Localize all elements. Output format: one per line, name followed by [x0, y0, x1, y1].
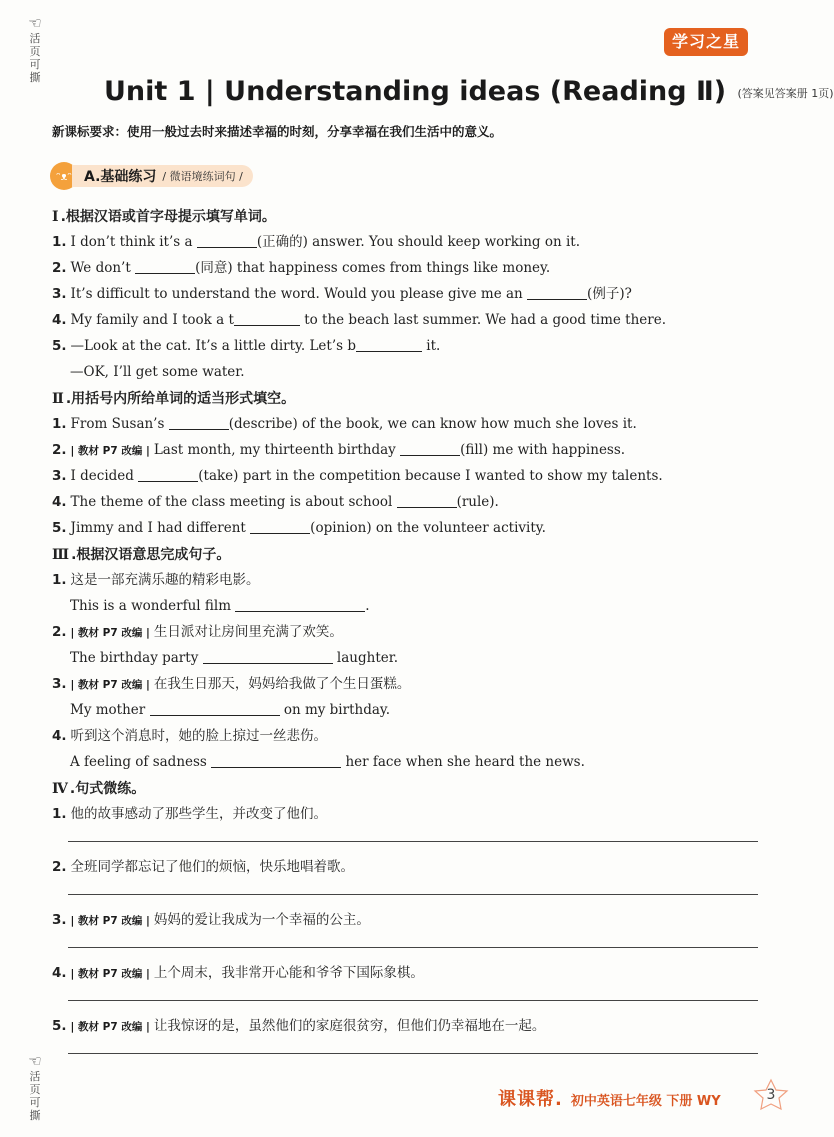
blank[interactable] [211, 752, 341, 768]
blank[interactable] [527, 284, 587, 300]
question: 4. My family and I took a t to the beach last summer. We had a good time there. [52, 312, 667, 328]
tear-off-label-bottom [22, 1052, 48, 1122]
section-a-subtitle: / 微语境练词句 / [162, 170, 243, 183]
footer-brand [498, 1085, 721, 1111]
question: 3. I decided (take) part in the competition because I wanted to show my talents. [52, 468, 663, 484]
tear-char: 活 [29, 1070, 41, 1083]
title-note: (答案见答案册 1页) [737, 86, 834, 100]
question: 4. 听到这个消息时，她的脸上掠过一丝悲伤。 [52, 728, 328, 744]
textbook-tag: | 教材 P7 改编 | [70, 627, 150, 639]
answer-line[interactable] [68, 894, 758, 895]
section-a-header [50, 162, 253, 190]
part4-heading: Ⅳ .句式微练。 [52, 781, 146, 797]
tear-char: 页 [29, 1083, 41, 1096]
tear-char: 撕 [29, 71, 41, 84]
blank[interactable] [234, 310, 300, 326]
question: 1. From Susan’s (describe) of the book, we can know how much she loves it. [52, 416, 637, 432]
curriculum-standard: 新课标要求：使用一般过去时来描述幸福的时刻，分享幸福在我们生活中的意义。 [52, 124, 503, 139]
textbook-tag: | 教材 P7 改编 | [70, 445, 150, 457]
page-title [104, 76, 834, 107]
blank[interactable] [250, 518, 310, 534]
tear-char: 活 [29, 32, 41, 45]
part3-heading: Ⅲ .根据汉语意思完成句子。 [52, 547, 231, 563]
question: 1. 他的故事感动了那些学生，并改变了他们。 [52, 806, 328, 822]
question: 2. | 教材 P7 改编 | 生日派对让房间里充满了欢笑。 [52, 624, 343, 640]
page-number: 3 [752, 1078, 790, 1112]
question-sentence: The birthday party laughter. [70, 650, 398, 666]
tear-char: 页 [29, 45, 41, 58]
tear-char: 撕 [29, 1109, 41, 1122]
blank[interactable] [135, 258, 195, 274]
footer-book-info: 初中英语七年级 下册 WY [570, 1094, 721, 1109]
section-a-title: A.基础练习 [84, 169, 157, 185]
exercise-content [52, 203, 752, 1066]
question: 3. | 教材 P7 改编 | 在我生日那天，妈妈给我做了个生日蛋糕。 [52, 676, 411, 692]
question: 5. | 教材 P7 改编 | 让我惊讶的是，虽然他们的家庭很贫穷，但他们仍幸福地在一起。 [52, 1018, 546, 1034]
question-reply: —OK, I’ll get some water. [70, 364, 245, 380]
question: 2. 全班同学都忘记了他们的烦恼，快乐地唱着歌。 [52, 859, 355, 875]
hand-icon: ☜ [28, 1052, 42, 1070]
question: 5. —Look at the cat. It’s a little dirty. Let’s b it. [52, 338, 441, 354]
question-sentence: This is a wonderful film . [70, 598, 370, 614]
textbook-tag: | 教材 P7 改编 | [70, 679, 150, 691]
section-a-pill [72, 165, 253, 187]
question: 4. | 教材 P7 改编 | 上个周末，我非常开心能和爷爷下国际象棋。 [52, 965, 424, 981]
question: 2. | 教材 P7 改编 | Last month, my thirteenth birthday (fill) me with happiness. [52, 442, 626, 458]
question: 5. Jimmy and I had different (opinion) on the volunteer activity. [52, 520, 546, 536]
blank[interactable] [150, 700, 280, 716]
hand-icon: ☜ [28, 14, 42, 32]
blank[interactable] [138, 466, 198, 482]
question: 4. The theme of the class meeting is about school (rule). [52, 494, 499, 510]
textbook-tag: | 教材 P7 改编 | [70, 915, 150, 927]
textbook-tag: | 教材 P7 改编 | [70, 968, 150, 980]
blank[interactable] [356, 336, 422, 352]
question: 3. It’s difficult to understand the word. Would you please give me an (例子)? [52, 286, 632, 302]
answer-line[interactable] [68, 1000, 758, 1001]
blank[interactable] [169, 414, 229, 430]
textbook-tag: | 教材 P7 改编 | [70, 1021, 150, 1033]
question-sentence: A feeling of sadness her face when she heard the news. [70, 754, 585, 770]
brand-logo-top: 学习之星 [664, 28, 748, 56]
tear-char: 可 [29, 58, 41, 71]
blank[interactable] [397, 492, 457, 508]
question: 1. 这是一部充满乐趣的精彩电影。 [52, 572, 260, 588]
mascot-icon: ᵔᴥᵔ [50, 162, 78, 190]
part1-heading: Ⅰ .根据汉语或首字母提示填写单词。 [52, 209, 276, 225]
tear-off-label-top [22, 14, 48, 84]
tear-char: 可 [29, 1096, 41, 1109]
answer-line[interactable] [68, 841, 758, 842]
blank[interactable] [400, 440, 460, 456]
answer-line[interactable] [68, 1053, 758, 1054]
footer-logo: 课课帮. [498, 1089, 563, 1110]
question: 3. | 教材 P7 改编 | 妈妈的爱让我成为一个幸福的公主。 [52, 912, 370, 928]
part2-heading: Ⅱ .用括号内所给单词的适当形式填空。 [52, 391, 296, 407]
question: 2. We don’t (同意) that happiness comes from things like money. [52, 260, 551, 276]
blank[interactable] [235, 596, 365, 612]
blank[interactable] [197, 232, 257, 248]
question-sentence: My mother on my birthday. [70, 702, 391, 718]
blank[interactable] [203, 648, 333, 664]
title-main: Unit 1 | Understanding ideas (Reading Ⅱ) [104, 76, 727, 107]
answer-line[interactable] [68, 947, 758, 948]
question: 1. I don’t think it’s a (正确的) answer. You should keep working on it. [52, 234, 580, 250]
